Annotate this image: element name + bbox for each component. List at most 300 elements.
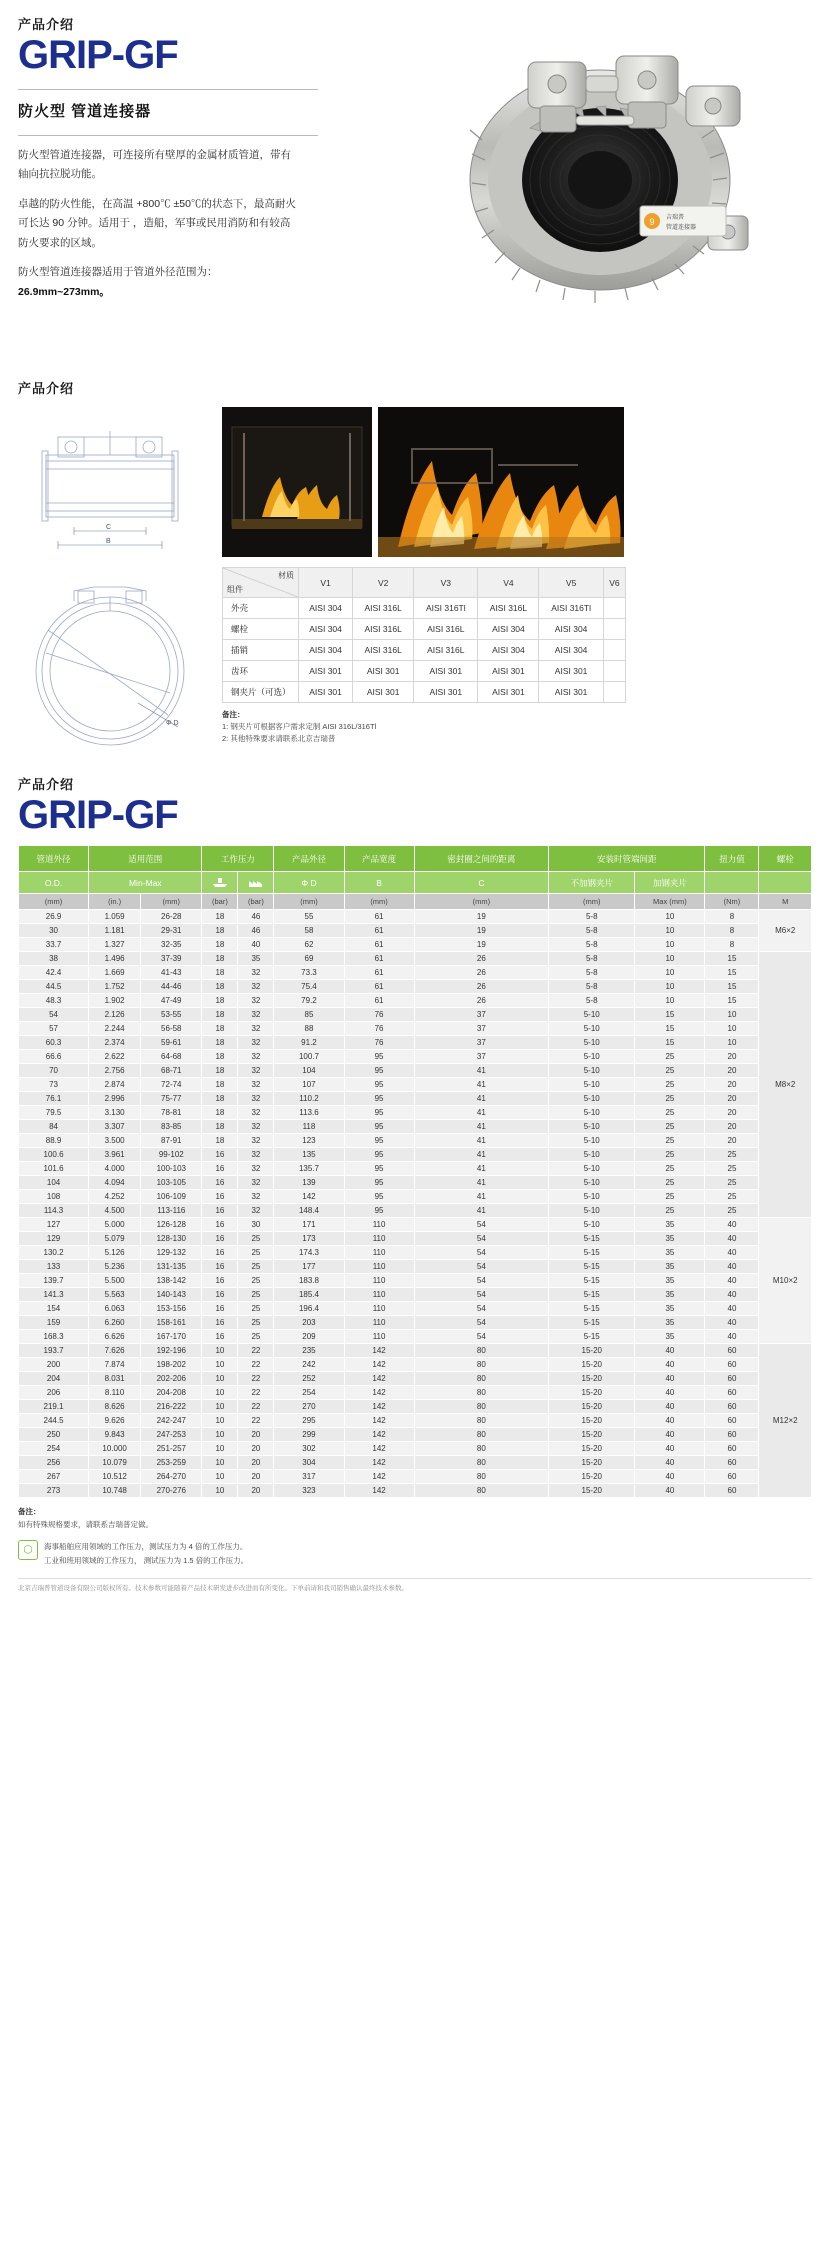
spec-cell: 25 [635, 1050, 705, 1064]
spec-cell: 219.1 [19, 1400, 89, 1414]
spec-cell: 60 [705, 1414, 759, 1428]
table-row [19, 1050, 812, 1064]
spec-cell: 40 [635, 1470, 705, 1484]
spec-cell: 35 [238, 952, 274, 966]
material-col-v2: V2 [353, 568, 414, 598]
table-row [19, 1302, 812, 1316]
section1-text-column [18, 14, 348, 302]
spec-cell: 244.5 [19, 1414, 89, 1428]
spec-cell: 5.126 [89, 1246, 141, 1260]
spec-cell: 1.902 [89, 994, 141, 1008]
spec-cell: 140-143 [141, 1288, 202, 1302]
spec-cell: 158-161 [141, 1316, 202, 1330]
material-cell: AISI 301 [353, 661, 414, 682]
spec-cell-bolt: M6×2 [759, 910, 812, 952]
spec-cell: 32 [238, 1120, 274, 1134]
spec-cell: 25 [635, 1106, 705, 1120]
spec-cell: 64-68 [141, 1050, 202, 1064]
spec-cell-bolt: M12×2 [759, 1344, 812, 1498]
material-row [223, 661, 626, 682]
spec-cell: 135 [274, 1148, 344, 1162]
spec-group-bolt: 螺栓 [759, 846, 812, 872]
footer-note-text: 如有特殊规格要求，请联系吉瑞普定做。 [18, 1519, 153, 1529]
spec-cell: 5-15 [549, 1260, 635, 1274]
section2-label: 产品介绍 [18, 381, 75, 396]
spec-cell: 20 [705, 1092, 759, 1106]
spec-cell: 29-31 [141, 924, 202, 938]
spec-cell: 15-20 [549, 1372, 635, 1386]
spec-cell: 10 [705, 1022, 759, 1036]
spec-cell: 79.5 [19, 1106, 89, 1120]
material-cell: AISI 316L [353, 619, 414, 640]
spec-cell: 18 [202, 1022, 238, 1036]
spec-cell: 5-10 [549, 1120, 635, 1134]
spec-cell: 20 [238, 1456, 274, 1470]
spec-cell: 75-77 [141, 1092, 202, 1106]
spec-cell: 32 [238, 1106, 274, 1120]
spec-cell: 40 [635, 1414, 705, 1428]
spec-cell: 100.7 [274, 1050, 344, 1064]
spec-cell: 60 [705, 1400, 759, 1414]
spec-cell: 37 [414, 1050, 549, 1064]
drawing-label-b: B [106, 538, 111, 545]
spec-cell: 242-247 [141, 1414, 202, 1428]
spec-cell: 5-15 [549, 1246, 635, 1260]
spec-footer-note [18, 1506, 812, 1532]
spec-cell: 22 [238, 1358, 274, 1372]
specification-table-body [19, 910, 812, 1498]
spec-cell: 25 [635, 1092, 705, 1106]
spec-cell: 61 [344, 910, 414, 924]
spec-cell: 118 [274, 1120, 344, 1134]
spec-cell: 302 [274, 1442, 344, 1456]
spec-cell: 15 [635, 1022, 705, 1036]
spec-cell: 299 [274, 1428, 344, 1442]
material-row [223, 619, 626, 640]
spec-cell: 80 [414, 1372, 549, 1386]
product-photo-main [390, 20, 810, 320]
spec-cell: 110 [344, 1274, 414, 1288]
spec-cell: 41 [414, 1148, 549, 1162]
table-row [19, 952, 812, 966]
material-cell: AISI 301 [414, 661, 478, 682]
spec-group-torque: 扭力值 [705, 846, 759, 872]
spec-cell: 270 [274, 1400, 344, 1414]
spec-cell: 206 [19, 1386, 89, 1400]
spec-cell: 80 [414, 1456, 549, 1470]
spec-cell: 60 [705, 1386, 759, 1400]
spec-cell: 5-10 [549, 1078, 635, 1092]
drawing-side-view [18, 407, 203, 567]
spec-cell: 10 [202, 1344, 238, 1358]
material-cell: AISI 301 [478, 661, 539, 682]
spec-cell: 38 [19, 952, 89, 966]
spec-cell: 20 [238, 1428, 274, 1442]
spec-cell: 5-15 [549, 1302, 635, 1316]
spec-cell: 25 [705, 1148, 759, 1162]
spec-cell: 295 [274, 1414, 344, 1428]
material-cell: AISI 304 [539, 640, 603, 661]
spec-cell: 15-20 [549, 1400, 635, 1414]
table-row [19, 1484, 812, 1498]
spec-cell: 9.843 [89, 1428, 141, 1442]
spec-cell: 8.626 [89, 1400, 141, 1414]
spec-cell: 16 [202, 1190, 238, 1204]
spec-cell: 91.2 [274, 1036, 344, 1050]
spec-cell: 7.626 [89, 1344, 141, 1358]
spec-cell: 15 [635, 1036, 705, 1050]
spec-cell: 5.000 [89, 1218, 141, 1232]
spec-cell: 10 [635, 994, 705, 1008]
spec-cell: 110 [344, 1330, 414, 1344]
spec-cell: 3.500 [89, 1134, 141, 1148]
spec-cell: 15-20 [549, 1386, 635, 1400]
spec-cell: 16 [202, 1162, 238, 1176]
spec-cell: 5-8 [549, 994, 635, 1008]
material-cell: AISI 301 [353, 682, 414, 703]
spec-cell: 5-10 [549, 1162, 635, 1176]
spec-cell: 107 [274, 1078, 344, 1092]
spec-cell: 18 [202, 1008, 238, 1022]
spec-cell: 133 [19, 1260, 89, 1274]
spec-cell: 18 [202, 1064, 238, 1078]
spec-cell: 15 [635, 1008, 705, 1022]
spec-cell: 20 [705, 1120, 759, 1134]
spec-cell: 128-130 [141, 1232, 202, 1246]
spec-cell: 4.094 [89, 1176, 141, 1190]
spec-cell: 8.031 [89, 1372, 141, 1386]
table-row [19, 1190, 812, 1204]
spec-cell: 41 [414, 1204, 549, 1218]
spec-cell: 46 [238, 924, 274, 938]
spec-cell: 1.327 [89, 938, 141, 952]
spec-cell: 5-10 [549, 1008, 635, 1022]
spec-cell: 100.6 [19, 1148, 89, 1162]
spec-cell: 138-142 [141, 1274, 202, 1288]
spec-sub-bolt [759, 872, 812, 894]
table-row [19, 1134, 812, 1148]
spec-cell: 126-128 [141, 1218, 202, 1232]
spec-cell: 35 [635, 1232, 705, 1246]
material-cell: AISI 304 [478, 640, 539, 661]
spec-cell: 26 [414, 952, 549, 966]
spec-cell: 95 [344, 1106, 414, 1120]
spec-cell: 40 [705, 1288, 759, 1302]
spec-cell: 6.626 [89, 1330, 141, 1344]
spec-cell: 41 [414, 1190, 549, 1204]
spec-cell: 70 [19, 1064, 89, 1078]
svg-text:9: 9 [649, 217, 655, 227]
spec-cell: 25 [635, 1162, 705, 1176]
spec-cell: 88 [274, 1022, 344, 1036]
material-cell: AISI 304 [299, 598, 353, 619]
spec-cell: 10 [202, 1358, 238, 1372]
spec-cell: 1.669 [89, 966, 141, 980]
spec-cell: 95 [344, 1078, 414, 1092]
technical-drawings [18, 407, 208, 760]
spec-cell: 10 [635, 938, 705, 952]
spec-cell: 15-20 [549, 1484, 635, 1498]
material-cell: AISI 316L [353, 598, 414, 619]
spec-cell: 84 [19, 1120, 89, 1134]
spec-cell: 25 [705, 1162, 759, 1176]
material-notes-title: 备注： [222, 710, 245, 719]
material-table-body [223, 598, 626, 703]
spec-group-seal-distance: 密封圈之间的距离 [414, 846, 549, 872]
material-col-v1: V1 [299, 568, 353, 598]
spec-cell: 20 [705, 1134, 759, 1148]
spec-cell: 18 [202, 924, 238, 938]
spec-cell: 110 [344, 1232, 414, 1246]
spec-cell: 5-10 [549, 1204, 635, 1218]
footer-note-title: 备注： [18, 1507, 41, 1516]
spec-cell: 35 [635, 1288, 705, 1302]
spec-cell: 5-10 [549, 1176, 635, 1190]
spec-cell: 139 [274, 1176, 344, 1190]
spec-cell: 1.496 [89, 952, 141, 966]
spec-cell: 267 [19, 1470, 89, 1484]
spec-cell: 10 [635, 966, 705, 980]
spec-cell: 256 [19, 1456, 89, 1470]
spec-cell: 16 [202, 1176, 238, 1190]
spec-cell: 54 [414, 1330, 549, 1344]
spec-cell: 80 [414, 1484, 549, 1498]
spec-cell: 273 [19, 1484, 89, 1498]
spec-cell: 26.9 [19, 910, 89, 924]
spec-cell: 95 [344, 1050, 414, 1064]
spec-cell: 60 [705, 1470, 759, 1484]
spec-cell: 15-20 [549, 1456, 635, 1470]
spec-unit-11: M [759, 894, 812, 910]
spec-sub-torque [705, 872, 759, 894]
spec-cell: 25 [238, 1302, 274, 1316]
spec-cell: 68-71 [141, 1064, 202, 1078]
spec-group-pressure: 工作压力 [202, 846, 274, 872]
spec-cell: 61 [344, 966, 414, 980]
spec-cell: 7.874 [89, 1358, 141, 1372]
svg-text:管道连接器: 管道连接器 [666, 224, 697, 231]
spec-cell: 37 [414, 1036, 549, 1050]
spec-cell: 32 [238, 1036, 274, 1050]
spec-cell: 95 [344, 1162, 414, 1176]
spec-cell: 142 [344, 1442, 414, 1456]
spec-cell: 26 [414, 980, 549, 994]
spec-cell: 76 [344, 1008, 414, 1022]
spec-cell-bolt: M8×2 [759, 952, 812, 1218]
spec-cell: 18 [202, 1106, 238, 1120]
spec-cell: 40 [635, 1372, 705, 1386]
spec-cell: 183.8 [274, 1274, 344, 1288]
spec-cell: 159 [19, 1316, 89, 1330]
spec-cell: 40 [705, 1232, 759, 1246]
spec-cell: 173 [274, 1232, 344, 1246]
spec-cell: 60.3 [19, 1036, 89, 1050]
spec-cell: 129 [19, 1232, 89, 1246]
spec-cell: 35 [635, 1218, 705, 1232]
spec-cell: 41 [414, 1064, 549, 1078]
spec-cell: 135.7 [274, 1162, 344, 1176]
spec-cell: 174.3 [274, 1246, 344, 1260]
spec-cell: 10.512 [89, 1470, 141, 1484]
spec-cell: 16 [202, 1204, 238, 1218]
spec-cell: 216-222 [141, 1400, 202, 1414]
spec-cell: 53-55 [141, 1008, 202, 1022]
material-cell: AISI 301 [414, 682, 478, 703]
table-row [19, 1316, 812, 1330]
spec-cell: 10 [635, 910, 705, 924]
spec-cell: 5-10 [549, 1148, 635, 1162]
spec-cell: 108 [19, 1190, 89, 1204]
section1-range: 26.9mm~273mm。 [18, 285, 110, 298]
table-row [19, 1260, 812, 1274]
spec-cell: 2.874 [89, 1078, 141, 1092]
table-row [19, 1022, 812, 1036]
table-row [19, 994, 812, 1008]
spec-cell: 32 [238, 1092, 274, 1106]
material-row-label: 螺栓 [223, 619, 299, 640]
spec-cell: 20 [238, 1470, 274, 1484]
section1-paragraph-2: 卓越的防火性能，在高温 +800℃ ±50℃的状态下，最高耐火可长达 90 分钟。适用于 ，造船，军事或民用消防和有较高防火要求的区域。 [18, 197, 296, 249]
spec-cell: 32 [238, 1078, 274, 1092]
spec-cell: 18 [202, 1134, 238, 1148]
spec-cell: 16 [202, 1246, 238, 1260]
spec-cell: 154 [19, 1302, 89, 1316]
spec-cell: 18 [202, 1120, 238, 1134]
spec-cell: 304 [274, 1456, 344, 1470]
spec-cell: 15 [705, 952, 759, 966]
spec-cell: 1.752 [89, 980, 141, 994]
spec-cell: 32 [238, 1064, 274, 1078]
spec-cell: 153-156 [141, 1302, 202, 1316]
spec-cell: 10 [202, 1456, 238, 1470]
table-row [19, 1246, 812, 1260]
spec-cell: 54 [414, 1246, 549, 1260]
table-row [19, 1036, 812, 1050]
spec-cell: 95 [344, 1092, 414, 1106]
spec-cell: 22 [238, 1386, 274, 1400]
spec-cell: 5-8 [549, 924, 635, 938]
spec-sub-diameter: Φ D [274, 872, 344, 894]
spec-unit-7: (mm) [414, 894, 549, 910]
spec-cell: 40 [705, 1302, 759, 1316]
spec-cell: 41-43 [141, 966, 202, 980]
spec-cell: 250 [19, 1428, 89, 1442]
spec-cell: 88.9 [19, 1134, 89, 1148]
spec-cell: 1.059 [89, 910, 141, 924]
spec-cell: 35 [635, 1330, 705, 1344]
spec-cell: 16 [202, 1302, 238, 1316]
spec-cell: 41 [414, 1120, 549, 1134]
spec-cell: 142 [344, 1414, 414, 1428]
spec-cell: 32 [238, 980, 274, 994]
material-row-label: 插销 [223, 640, 299, 661]
spec-cell: 110 [344, 1260, 414, 1274]
spec-cell: 25 [635, 1190, 705, 1204]
spec-cell: 8 [705, 910, 759, 924]
spec-cell: 25 [238, 1260, 274, 1274]
spec-cell: 54 [19, 1008, 89, 1022]
spec-cell: 80 [414, 1442, 549, 1456]
spec-cell: 16 [202, 1232, 238, 1246]
spec-cell: 19 [414, 924, 549, 938]
material-cell [603, 661, 625, 682]
spec-cell: 20 [238, 1484, 274, 1498]
spec-cell: 123 [274, 1134, 344, 1148]
spec-cell: 5-10 [549, 1092, 635, 1106]
section-specification-table [0, 760, 830, 1594]
spec-cell-bolt: M10×2 [759, 1218, 812, 1344]
spec-cell: 40 [705, 1218, 759, 1232]
table-row [19, 938, 812, 952]
spec-cell: 15-20 [549, 1428, 635, 1442]
spec-cell: 142 [344, 1470, 414, 1484]
spec-cell: 48.3 [19, 994, 89, 1008]
spec-cell: 25 [635, 1078, 705, 1092]
spec-cell: 40 [705, 1274, 759, 1288]
spec-cell: 73.3 [274, 966, 344, 980]
spec-cell: 54 [414, 1288, 549, 1302]
material-table-corner [223, 568, 299, 598]
spec-cell: 10 [635, 924, 705, 938]
material-corner-bottom: 组件 [227, 585, 243, 594]
section-product-intro-1 [0, 0, 830, 370]
spec-cell: 20 [705, 1106, 759, 1120]
fire-test-photo-1 [222, 407, 372, 557]
spec-cell: 142 [344, 1484, 414, 1498]
spec-sub-c: C [414, 872, 549, 894]
spec-cell: 5.563 [89, 1288, 141, 1302]
table-row [19, 1344, 812, 1358]
spec-cell: 80 [414, 1358, 549, 1372]
spec-cell: 5-15 [549, 1274, 635, 1288]
spec-cell: 177 [274, 1260, 344, 1274]
fire-test-photos [222, 407, 812, 557]
spec-cell: 10 [705, 1008, 759, 1022]
spec-cell: 80 [414, 1386, 549, 1400]
table-row [19, 1008, 812, 1022]
spec-cell: 25 [238, 1316, 274, 1330]
spec-cell: 101.6 [19, 1162, 89, 1176]
spec-cell: 40 [705, 1330, 759, 1344]
spec-cell: 167-170 [141, 1330, 202, 1344]
spec-cell: 110 [344, 1246, 414, 1260]
spec-cell: 26 [414, 994, 549, 1008]
spec-cell: 60 [705, 1456, 759, 1470]
spec-cell: 3.130 [89, 1106, 141, 1120]
spec-cell: 55 [274, 910, 344, 924]
spec-cell: 20 [705, 1050, 759, 1064]
spec-cell: 41 [414, 1134, 549, 1148]
spec-cell: 323 [274, 1484, 344, 1498]
spec-cell: 42.4 [19, 966, 89, 980]
section3-label: 产品介绍 [18, 777, 75, 792]
spec-cell: 60 [705, 1428, 759, 1442]
table-row [19, 1218, 812, 1232]
spec-cell: 32 [238, 1148, 274, 1162]
spec-cell: 6.260 [89, 1316, 141, 1330]
spec-cell: 113.6 [274, 1106, 344, 1120]
table-row [19, 966, 812, 980]
table-row [19, 1106, 812, 1120]
spec-cell: 8.110 [89, 1386, 141, 1400]
spec-group-range: 适用范围 [89, 846, 202, 872]
spec-cell: 40 [635, 1344, 705, 1358]
spec-cell: 16 [202, 1316, 238, 1330]
spec-cell: 80 [414, 1428, 549, 1442]
table-row [19, 1470, 812, 1484]
spec-cell: 18 [202, 966, 238, 980]
table-row [19, 1162, 812, 1176]
